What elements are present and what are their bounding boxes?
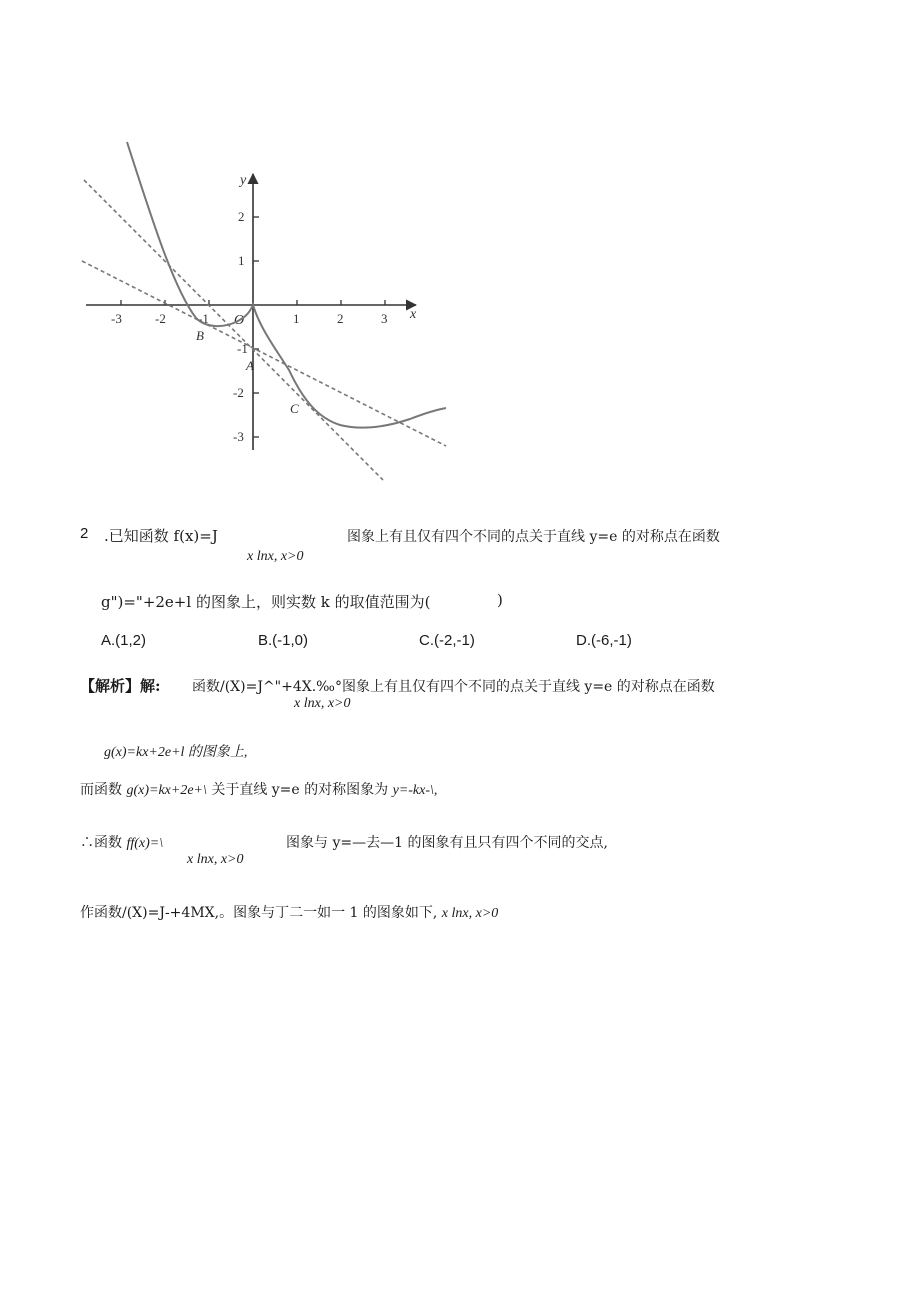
- piecewise-branch: x lnx, x>0: [247, 549, 304, 564]
- x-tick-label: 3: [381, 311, 388, 326]
- solution-line-2: g(x)=kx+2e+l 的图象上,: [104, 745, 248, 760]
- point-label-c: C: [290, 401, 299, 416]
- dashed-line-2: [82, 261, 446, 446]
- function-graph: [78, 138, 458, 488]
- answer-blank-close: ): [497, 591, 503, 609]
- y-tick-label: -3: [233, 429, 244, 444]
- y-tick-label: 2: [238, 209, 245, 224]
- x-tick-label: 2: [337, 311, 344, 326]
- y-tick-marks: [253, 217, 259, 437]
- solution-line-5-a: 作函数/(X)=J-+4MX,。图象与丁二一如一 1 的图象如下,: [80, 905, 438, 921]
- question-stem-continued: 图象上有且仅有四个不同的点关于直线 y=e 的对称点在函数: [347, 529, 720, 545]
- x-tick-label: -2: [155, 311, 166, 326]
- y-tick-label: 1: [238, 253, 245, 268]
- option-d: D.(-6,-1): [576, 632, 632, 649]
- solution-line-4: [80, 832, 163, 852]
- y-axis-label: y: [240, 173, 247, 188]
- y-tick-label: -2: [233, 385, 244, 400]
- x-tick-label: -1: [198, 311, 209, 326]
- solution-line-5: [80, 902, 498, 922]
- solution-line-4-c: 图象与 y=—去—1 的图象有且只有四个不同的交点,: [286, 835, 608, 851]
- solution-line-3-a: 而函数: [80, 782, 122, 798]
- question-stem: .已知函数 f(x)=J: [104, 527, 218, 545]
- y-tick-label: -1: [237, 341, 248, 356]
- option-b: B.(-1,0): [258, 632, 309, 649]
- solution-piecewise-2: x lnx, x>0: [187, 852, 244, 867]
- x-axis-label: x: [410, 307, 417, 322]
- question-number: 2: [80, 525, 89, 542]
- origin-label: O: [234, 313, 245, 328]
- solution-line-4-b: ff(x)=\: [126, 836, 164, 851]
- solution-line-3-d: y=-kx-\,: [392, 783, 438, 798]
- curve-f: [127, 142, 446, 428]
- x-tick-label: -3: [111, 311, 122, 326]
- question-stem-line2: g")="+2e+l 的图象上，则实数 k 的取值范围为(: [101, 593, 431, 611]
- solution-line-3-b: g(x)=kx+2e+\: [126, 783, 207, 798]
- point-label-a: A: [246, 358, 254, 373]
- option-c: C.(-2,-1): [419, 632, 475, 649]
- point-label-b: B: [196, 328, 204, 343]
- option-a: A.(1,2): [101, 632, 147, 649]
- solution-line-3: [80, 779, 437, 799]
- x-tick-label: 1: [293, 311, 300, 326]
- solution-line-3-c: 关于直线 y=e 的对称图象为: [211, 782, 389, 798]
- solution-tag: 【解析】解:: [80, 677, 161, 695]
- solution-line-4-a: ∴函数: [80, 835, 122, 851]
- solution-line-1: 函数/(X)=J^"+4X.‰°图象上有且仅有四个不同的点关于直线 y=e 的对称点在函数: [192, 679, 715, 695]
- solution-line-5-b: x lnx, x>0: [441, 906, 499, 921]
- solution-piecewise-1: x lnx, x>0: [294, 696, 351, 711]
